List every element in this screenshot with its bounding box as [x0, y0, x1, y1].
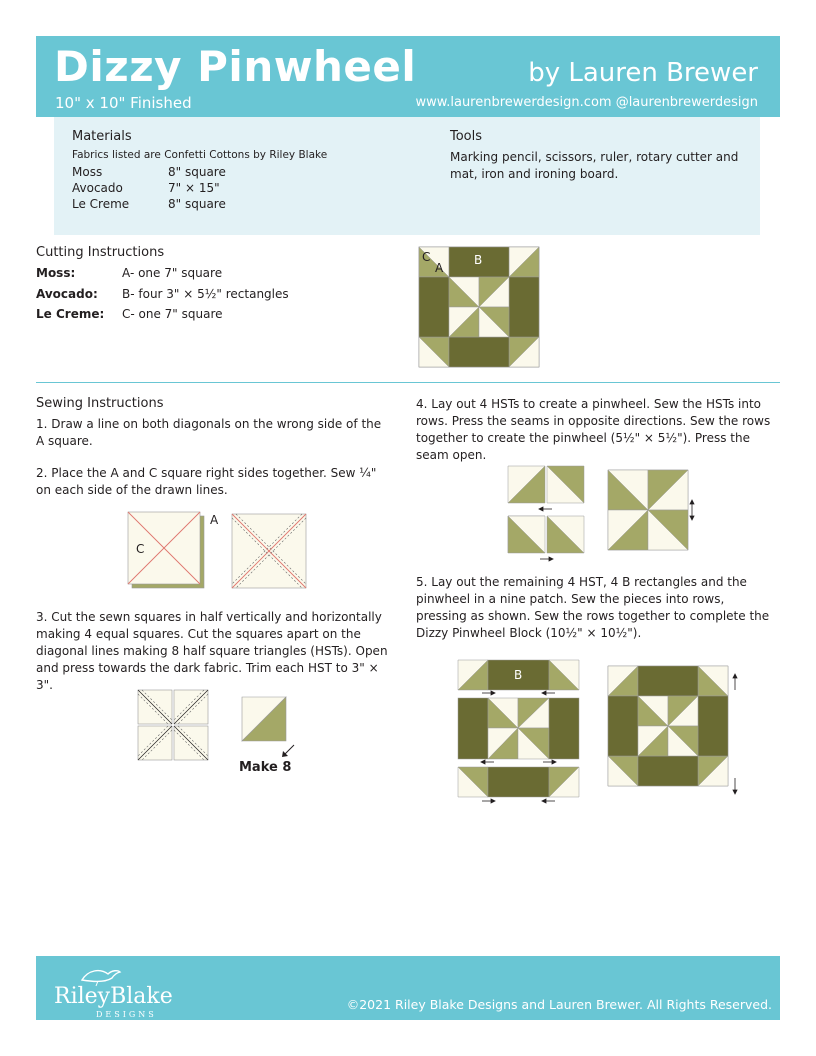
step-1: 1. Draw a line on both diagonals on the wrong side of the A square.	[36, 417, 382, 448]
riley-blake-logo	[44, 964, 184, 1019]
fabric-row	[72, 197, 226, 211]
step5-diagram	[458, 660, 748, 806]
fabric-row	[72, 181, 220, 195]
cutting-spec: A- one 7" square	[122, 266, 223, 280]
cutting-fabric: Le Creme:	[36, 307, 105, 321]
cutting-spec: B- four 3" × 5½" rectangles	[122, 287, 289, 301]
footer-banner	[36, 956, 780, 1020]
fabric-name: Avocado	[72, 181, 123, 195]
finished-size: 10" x 10" Finished	[55, 94, 192, 112]
cutting-row	[36, 266, 223, 280]
label-c: C	[422, 250, 431, 264]
make-8-label: Make 8	[239, 760, 292, 775]
materials-note: Fabrics listed are Confetti Cottons by Riley Blake	[72, 149, 328, 161]
materials-panel	[54, 117, 760, 235]
step-2: 2. Place the A and C square right sides together. Sew ¼" on each side of the drawn lines.	[36, 466, 377, 497]
cutting-spec: C- one 7" square	[122, 307, 223, 321]
tools-heading: Tools	[450, 129, 483, 144]
cutting-row	[36, 307, 223, 321]
materials-heading: Materials	[72, 129, 132, 144]
fabric-amount: 8" square	[168, 197, 226, 211]
step2-label-c: C	[136, 542, 145, 556]
step-5: 5. Lay out the remaining 4 HST, 4 B rectangles and the pinwheel in a nine patch. Sew the pieces into rows, pressing as shown. Sew the rows together to complete the Dizzy Pinwheel Block (10½" × 10½").	[416, 575, 770, 640]
fabric-name: Moss	[72, 165, 103, 179]
step3-diagram	[138, 690, 298, 774]
fabric-amount: 8" square	[168, 165, 226, 179]
step5-label-b: B	[514, 668, 523, 682]
cutting-heading: Cutting Instructions	[36, 245, 165, 260]
block-preview-diagram	[419, 247, 539, 367]
step2-diagram	[128, 512, 318, 592]
section-divider	[36, 382, 780, 383]
designer-byline: by Lauren Brewer	[528, 58, 758, 88]
label-b: B	[474, 253, 483, 267]
bird-icon	[78, 966, 122, 986]
step2-label-a: A	[210, 513, 219, 527]
tools-list: Marking pencil, scissors, ruler, rotary cutter and mat, iron and ironing board.	[450, 150, 739, 181]
logo-subtitle: DESIGNS	[96, 1010, 157, 1019]
fabric-name: Le Creme	[72, 197, 130, 211]
fabric-row	[72, 165, 226, 179]
cutting-row	[36, 287, 289, 301]
designer-links[interactable]: www.laurenbrewerdesign.com @laurenbrewerdesign	[415, 95, 758, 110]
pattern-title: Dizzy Pinwheel	[54, 42, 417, 91]
step4-diagram	[508, 466, 698, 558]
cutting-fabric: Avocado:	[36, 287, 98, 301]
sewing-heading: Sewing Instructions	[36, 396, 164, 411]
logo-wordmark: RileyBlake	[54, 984, 173, 1009]
step-3: 3. Cut the sewn squares in half vertically and horizontally making 4 equal squares. Cut the squares apart on the diagonal lines making 8 half square triangles (HSTs). Open and press towards the dark fabric. Trim each HST to 3" × 3".	[36, 610, 388, 692]
label-a: A	[435, 261, 444, 275]
fabric-amount: 7" × 15"	[168, 181, 220, 195]
cutting-fabric: Moss:	[36, 266, 76, 280]
copyright-notice: ©2021 Riley Blake Designs and Lauren Brewer. All Rights Reserved.	[346, 997, 772, 1012]
step-4: 4. Lay out 4 HSTs to create a pinwheel. Sew the HSTs into rows. Press the seams in opposite directions. Sew the rows together to create the pinwheel (5½" × 5½"). Press the seam open.	[416, 397, 771, 462]
header-banner	[36, 36, 780, 117]
